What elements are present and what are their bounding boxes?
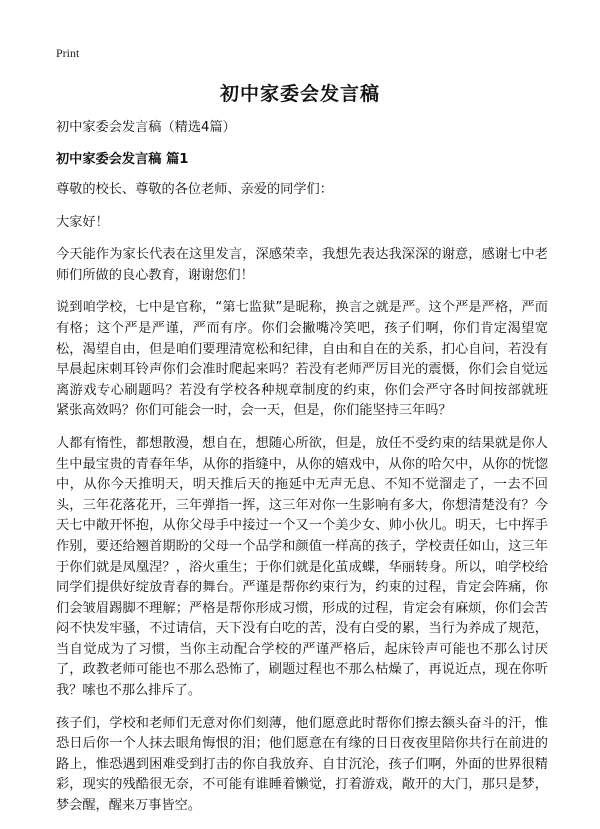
paragraph-greeting: 大家好！ [56, 214, 109, 230]
print-label: Print [56, 46, 80, 60]
paragraph-thanks: 今天能作为家长代表在这里发言，深感荣幸，我想先表达我深深的谢意，感谢七中老师们所做的良心教育，谢谢您们！ [56, 247, 548, 283]
paragraph-salutation: 尊敬的校长、尊敬的各位老师、亲爱的同学们： [56, 182, 333, 197]
document-body [56, 118, 548, 829]
paragraph-inertia: 人都有惰性，都想散漫，想自在，想随心所欲，但是，放任不受约束的结果就是你人生中最宝贵的青春年华，从你的指缝中，从你的嬉戏中，从你的哈欠中，从你的恍惚中，从你今天推明天，明天推后天的拖延中无声无息、不知不觉溜走了，一去不回头，三年花落花开，三年弹指一挥，这三年对你一生影响有多大，你想清楚没有？今天七中敞开怀抱，从你父母手中接过一个又一个美少女、帅小伙儿。明天，七中挥手作别，要还给翘首期盼的父母一个品学和颜值一样高的孩子，学校责任如山，这三年于你们就是凤凰涅？，浴火重生；于你们就是化茧成蝶，华丽转身。所以，咱学校给同学们提供好绽放青春的舞台。严谨是帮你约束行为，约束的过程，肯定会阵痛，你们会皱眉踢脚不理解；严格是帮你形成习惯，形成的过程，肯定会有麻烦，你们会苦闷不快发牢骚，不过请信，天下没有白吃的苦，没有白受的累，当行为养成了规范，当自觉成为了习惯，当你主动配合学校的严谨严格后，起床铃声可能也不那么讨厌了，政教老师可能也不那么恐怖了，刷题过程也不那么枯燥了，再说近点，现在你听我？嗦也不那么排斥了。 [56, 435, 548, 699]
page-title: 初中家委会发言稿 [219, 83, 380, 105]
paragraph-children: 孩子们，学校和老师们无意对你们刻薄，他们愿意此时帮你们擦去额头奋斗的汗，惟恐日后你一个人抹去眼角悔恨的泪；他们愿意在有缘的日日夜夜里陪你共行在前进的路上，惟恐遇到困难受到打击的你自我放弃、自甘沉沦，孩子们啊，外面的世界很精彩，现实的残酷很无奈，不可能有谁睡着懒觉，打着游戏，敞开的大门，那只是梦，梦会醒，醒来万事皆空。 [56, 715, 548, 814]
document-subtitle: 初中家委会发言稿（精选4篇） [56, 120, 236, 135]
paragraph-school-discipline: 说到咱学校，七中是官称，“第七监狱”是昵称，换言之就是严。这个严是严格，严而有格；这个严是严谨，严而有序。你们会撇嘴冷笑吧，孩子们啊，你们肯定渴望宽松，渴望自由，但是咱们要理清宽松和纪律，自由和自在的关系，扪心自问，若没有早晨起床刺耳铃声你们会准时爬起来吗？若没有老师严厉目光的震慑，你们会自觉远离游戏专心刷题吗？若没有学校各种规章制度的约束，你们会严守各时间按部就班 紧张高效吗？你们可能会一时，会一天，但是，你们能坚持三年吗？ [56, 300, 548, 419]
section-heading: 初中家委会发言稿 篇1 [56, 152, 189, 167]
